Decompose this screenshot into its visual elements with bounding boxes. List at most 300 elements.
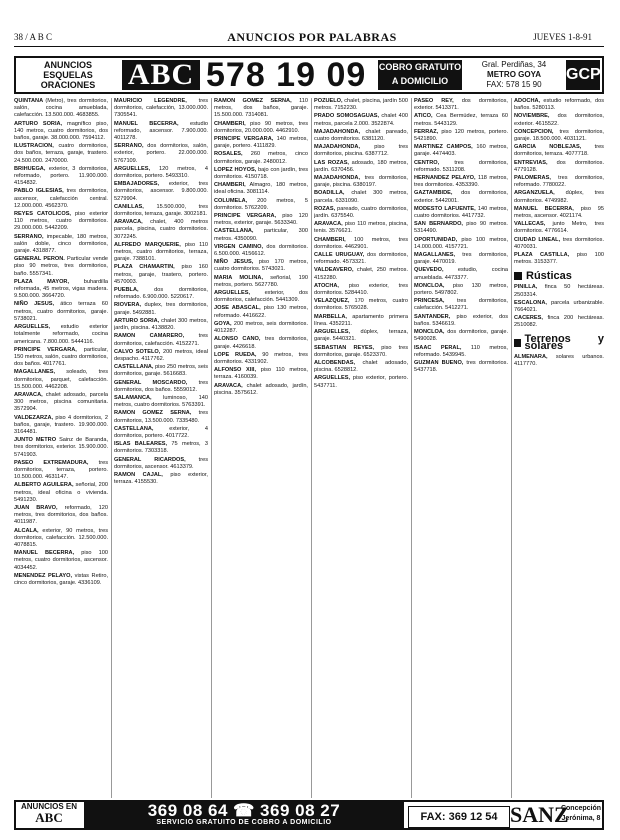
ad-heading: ARGANZUELA,: [514, 190, 555, 197]
ad-text: soleado, tres dormitorios, parquet, calefacción. 15.500.000. 4462208.: [14, 369, 108, 390]
classified-ad: [114, 318, 208, 332]
ad-text: chalet 300 metros, parcela. 6331090.: [314, 190, 408, 204]
ad-text: tres dormitorios, dos baños. 5559012.: [114, 379, 208, 393]
ad-heading: SEBASTIAN REYES,: [314, 344, 375, 351]
classified-ad: [314, 345, 408, 359]
ad-text: señorial, 200 metros, ideal oficina o vivienda. 5491230.: [14, 482, 108, 503]
classified-ad: [414, 206, 508, 220]
ad-text: dos dormitorios, exterior. 4615522.: [514, 113, 604, 127]
ad-text: tres dormitorios, garaje, piscina. 6380197.: [314, 175, 408, 189]
ad-text: exterior, 90 metros, tres dormitorios, calefacción. 12.500.000. 4078815.: [14, 527, 108, 548]
ad-heading: PALOMERAS,: [514, 175, 551, 182]
classified-ad: [314, 144, 408, 158]
ad-text: adosado, 180 metros, jardín. 6370456.: [314, 159, 408, 173]
classified-ad: [214, 182, 308, 196]
ad-heading: CHAMBERI,: [214, 120, 246, 127]
classified-ad: [114, 166, 208, 180]
ad-text: piso 170 metros, cuatro dormitorios. 5743021.: [214, 259, 308, 273]
ad-text: Sainz de Baranda, tres dormitorios, exterior. 15.900.000. 5741903.: [14, 437, 108, 458]
ad-text: dos dormitorios. 6.500.000. 4156612.: [214, 243, 308, 258]
ad-text: 120 metros, 4 dormitorios, portero. 5493310.: [114, 165, 208, 180]
ad-text: dos dormitorios, reformado. 6.900.000. 5220617.: [114, 287, 208, 301]
classified-ad: [214, 290, 308, 304]
ad-heading: MAJADAHONDA,: [314, 144, 360, 151]
classified-ad: [14, 121, 108, 143]
ad-heading: BOADILLA,: [314, 190, 345, 197]
ad-text: tres dormitorios, ascensor, calefacción central. 12.000.000. 4562370.: [14, 188, 108, 209]
ad-text: chalet adosado, jardín, piscina. 3575612.: [214, 382, 308, 396]
ad-text: piso 110 metros, piscina, tenis. 3576621.: [314, 221, 408, 235]
ad-text: impecable, 180 metros, salón doble, cinco dormitorios, garaje. 4318877.: [14, 233, 108, 255]
ad-text: tres dormitorios, reformado. 7780022.: [514, 175, 604, 189]
ad-heading: COLUMELA,: [214, 197, 248, 204]
ad-text: bajo con jardín, tres dormitorios. 4150718.: [214, 166, 308, 181]
terrenos-list: [514, 354, 604, 368]
ad-text: magnífico piso, 140 metros, cuatro dormitorios, dos baños, garaje. 38.000.000. 7594112.: [14, 120, 108, 142]
ad-text: piso 130 metros, portero. 5497802.: [414, 282, 508, 297]
ad-heading: LOPE RUEDA,: [214, 351, 257, 358]
classified-ad: [414, 190, 508, 204]
ad-heading: PASEO REY,: [414, 98, 454, 104]
ad-heading: MAJADAHONDA,: [314, 128, 360, 135]
ad-heading: MODESTO LAFUENTE,: [414, 205, 476, 212]
ad-text: 75 metros, 3 dormitorios. 7303318.: [114, 441, 208, 455]
classified-ad: [114, 441, 208, 455]
banner-address: [466, 60, 562, 90]
footer-address-line: Jerónima, 8: [561, 815, 601, 822]
classified-ad: [314, 329, 408, 343]
cobro-line: COBRO GRATUITO: [378, 62, 462, 72]
ad-text: piso 110 metros, cuatro dormitorios, terraza, garaje. 7388101.: [114, 241, 208, 263]
ad-heading: ARTURO SORIA,: [14, 120, 63, 127]
ad-text: 90 metros, tres dormitorios. 4331902.: [214, 351, 308, 365]
ad-text: piso exterior, portero. 5437711.: [314, 375, 408, 389]
ad-text: cuatro dormitorios, dos baños, terraza, garaje, trastero. 24.500.000. 2470000.: [14, 143, 108, 164]
classified-ad: [514, 144, 604, 158]
footer-agency-logo: SANZ: [510, 802, 569, 827]
ad-heading: GAZTAMBIDE,: [414, 190, 453, 197]
ad-text: dos dormitorios, salón, exterior, portero. 22.000.000. 5767109.: [114, 143, 208, 164]
classified-ad: [314, 252, 408, 266]
ad-heading: RAMON CAMARERO,: [114, 333, 185, 340]
classified-ad: [14, 211, 108, 233]
ad-text: luminoso, 140 metros, cuatro dormitorios. 5763391.: [114, 394, 208, 409]
ad-heading: JUAN BRAVO,: [14, 504, 58, 511]
ad-text: tres dormitorios, 13.500.000. 7335480.: [114, 410, 208, 424]
address-metro: METRO GOYA: [487, 70, 541, 79]
classified-ad: [414, 267, 508, 281]
classified-ad: [214, 259, 308, 273]
classified-ad: [514, 237, 604, 251]
ad-text: apartamento primera línea. 4352211.: [314, 313, 408, 327]
ad-text: estudio reformado, ascensor. 7.900.000. 4011278.: [114, 120, 208, 142]
ad-heading: CALVO SOTELO,: [114, 348, 161, 355]
ad-text: piso 160 metros, garaje, trastero, portero. 4570003.: [114, 264, 208, 285]
classified-ad: [214, 198, 308, 212]
classified-ad: [514, 190, 604, 204]
classified-ad: [414, 98, 508, 112]
ad-heading: VALDEZARZA,: [14, 414, 54, 421]
classified-ad: [14, 234, 108, 256]
footer-fax: FAX: 369 12 54: [408, 806, 510, 828]
ad-heading: FERRAZ,: [414, 128, 439, 135]
ad-text: exterior, dos dormitorios, calefacción. 5441309.: [214, 290, 308, 304]
ad-text: dúplex, tres dormitorios. 4749982.: [514, 190, 604, 204]
ad-text: reformado, 120 metros, tres dormitorios, dos baños. 4011987.: [14, 504, 108, 526]
classified-ad: [114, 143, 208, 165]
classified-ad: [14, 460, 108, 482]
ad-heading: RAMON CAJAL,: [114, 471, 163, 478]
ad-text: parcela urbanizable. 7664021.: [514, 299, 604, 314]
classified-ad: [114, 457, 208, 471]
ad-text: tres dormitorios. 4070031.: [514, 236, 604, 250]
footer-label-line: ABC: [35, 810, 63, 825]
ad-text: chalet, 250 metros. 4152280.: [314, 267, 408, 281]
banner-category: ESQUELAS: [43, 70, 93, 80]
ad-text: dos dormitorios, exterior. 5413371.: [414, 98, 508, 112]
ad-text: chalet adosado, parcela 300 metros, piscina comunitaria. 3572904.: [14, 391, 108, 413]
ad-text: piso exterior 110 metros, cuatro dormitorios. 29.000.000. 5442209.: [14, 211, 108, 232]
ad-text: buhardilla reformada, 45 metros, vigas madera. 9.500.000. 3664720.: [14, 278, 108, 300]
ad-heading: ALMENARA,: [514, 354, 548, 361]
classified-ad: [314, 237, 408, 251]
ad-heading: PRADO SOMOSAGUAS,: [314, 113, 380, 120]
ad-heading: RAMON GOMEZ SERNA,: [214, 98, 292, 104]
ad-heading: GENERAL RICARDOS,: [114, 456, 186, 463]
ad-heading: PLAZA MAYOR,: [14, 278, 70, 285]
ad-heading: ATICO,: [414, 113, 433, 120]
classified-ad: [514, 206, 604, 220]
ad-text: piso 90 metros, tres dormitorios, 20.000.000. 4462910.: [214, 120, 308, 134]
ad-text: piso exterior, tres dormitorios. 5284410.: [314, 282, 408, 297]
ad-text: dos dormitorios, exterior. 5442001.: [414, 190, 508, 204]
ad-heading: PRINCIPE VERGARA,: [214, 136, 274, 143]
classified-ad: [114, 204, 208, 218]
classified-ad: [14, 166, 108, 188]
classified-ad: [314, 221, 408, 235]
ad-column-4: [314, 98, 408, 798]
classified-ad: [314, 298, 408, 312]
cobro-gratuito-box: [378, 60, 462, 90]
ad-heading: ARAVACA,: [114, 219, 143, 226]
ad-text: chalet, 400 metros parcela, piscina, cuatro dormitorios. 3072245.: [114, 219, 208, 240]
ad-heading: MARTINEZ CAMPOS,: [414, 144, 473, 151]
ad-text: 110 metros, reformado. 5439945.: [414, 344, 508, 358]
classified-ad: [414, 160, 508, 174]
classified-ad: [314, 160, 408, 174]
ad-heading: ARGUELLES,: [214, 290, 251, 297]
ad-heading: GOYA,: [214, 320, 232, 327]
ad-text: ático terraza 60 metros, cuatro dormitorios, garaje. 5738021.: [14, 301, 108, 322]
ad-text: duplex, tres dormitorios, garaje. 5492881.: [114, 302, 208, 316]
ad-text: pareado, cuatro dormitorios, jardín. 6375540.: [314, 205, 408, 220]
ad-text: Almagro, 180 metros, ideal oficina. 3081114.: [214, 182, 308, 196]
ad-text: estudio reformado, dos baños. 5280113.: [514, 98, 604, 112]
ad-heading: PRINCIPE VERGARA,: [214, 213, 277, 220]
ad-heading: ALCALA,: [14, 527, 39, 534]
classified-ad: [114, 302, 208, 316]
ad-heading: RAMON GOMEZ SERNA,: [114, 410, 192, 417]
ad-heading: LAS ROZAS,: [314, 159, 349, 166]
classified-ad: [514, 284, 604, 298]
classified-ad: [414, 113, 508, 127]
ad-heading: ARGUELLES,: [314, 375, 351, 382]
ad-heading: PABLO IGLESIAS,: [14, 188, 64, 195]
classified-ad: [214, 228, 308, 242]
square-bullet-icon: [514, 272, 522, 280]
banner-category: ANUNCIOS: [43, 60, 92, 70]
ad-heading: ALCOBENDAS,: [314, 359, 356, 366]
classified-ad: [214, 352, 308, 366]
classified-ad: [14, 279, 108, 301]
ad-text: (Metro), tres dormitorios, salón, cocina amueblada, calefacción. 13.500.000. 4683855.: [14, 98, 108, 119]
ad-heading: ARGUELLES,: [114, 165, 151, 172]
ad-heading: SERRANO,: [114, 143, 144, 150]
rusticas-list: [514, 284, 604, 329]
classified-ad: [14, 369, 108, 391]
ad-heading: VALLECAS,: [514, 221, 546, 228]
classified-ad: [14, 392, 108, 414]
column-divider: [311, 98, 312, 798]
classified-ad: [14, 98, 108, 120]
ad-heading: VALDEAVERO,: [314, 267, 354, 274]
ad-text: piso 4 dormitorios, 2 baños, garaje, trastero. 19.900.000. 3164481.: [14, 414, 108, 435]
ad-heading: ARGUELLES,: [314, 329, 351, 336]
classified-ad: [414, 360, 508, 374]
banner-category: ORACIONES: [40, 80, 96, 90]
ad-text: solares urbanos. 4117770.: [514, 354, 604, 368]
ad-heading: ROZAS,: [314, 205, 336, 212]
ad-heading: CALLE URUGUAY,: [314, 252, 365, 259]
classified-ad: [314, 129, 408, 143]
ad-text: exterior, 3 dormitorios, reformado, portero. 11.900.000. 4154832.: [14, 165, 108, 187]
ad-text: tres dormitorios, calefacción. 5412271.: [414, 298, 508, 312]
ad-heading: BRIHUEGA,: [14, 165, 46, 172]
ad-text: tres dormitorios, ascensor. 4613379.: [114, 456, 208, 470]
ad-text: 170 metros, cuatro dormitorios. 5765028.: [314, 298, 408, 312]
ad-text: particular, 150 metros, salón, cuatro dormitorios, dos baños. 4017761.: [14, 346, 108, 368]
ad-text: piso 250 metros, seis dormitorios, garaje. 5616683.: [114, 364, 208, 378]
classified-ad: [14, 256, 108, 278]
classified-ad: [114, 121, 208, 143]
ad-text: tres dormitorios, garaje. 4426618.: [214, 336, 308, 350]
ad-heading: PLAZA CHAMARTIN,: [114, 264, 175, 271]
ad-text: estudio exterior totalmente reformado, cocina americana. 7.800.000. 5444116.: [14, 324, 108, 345]
ad-heading: MANUEL BECERRA,: [114, 120, 179, 127]
ad-text: 140 metros, cuatro dormitorios. 4417732.: [414, 205, 508, 220]
classified-ad: [414, 283, 508, 297]
ad-heading: CHAMBERI,: [314, 236, 346, 243]
classified-ad: [314, 98, 408, 112]
ad-heading: MANUEL BECERRA,: [14, 550, 75, 557]
ad-heading: MAURICIO LEGENDRE,: [114, 98, 187, 104]
ad-heading: MONCLOA,: [414, 282, 445, 289]
classified-ad: [514, 98, 604, 112]
bottom-ad-banner: [14, 800, 604, 830]
ad-heading: CHAMBERI,: [214, 182, 246, 189]
issue-date: JUEVES 1-8-91: [533, 32, 592, 42]
ad-heading: CENTRO,: [414, 159, 440, 166]
ad-heading: ARGUELLES,: [14, 324, 51, 331]
ad-text: 140 metros, garaje, portero. 4111829.: [214, 136, 308, 150]
ad-heading: SANTANDER,: [414, 313, 451, 320]
classified-ad: [414, 144, 508, 158]
ad-text: 118 metros, tres dormitorios. 4353390.: [414, 175, 508, 189]
classified-ad: [14, 505, 108, 527]
ad-heading: MARIA MOLINA,: [214, 274, 263, 281]
ad-heading: NOVIEMBRE,: [514, 113, 550, 120]
classified-ad: [314, 206, 408, 220]
ad-heading: SAN BERNARDO,: [414, 221, 463, 228]
column-divider: [211, 98, 212, 798]
classified-ad: [14, 347, 108, 369]
page-number: 38 / A B C: [14, 32, 53, 42]
top-ad-banner: [14, 56, 604, 94]
ad-heading: GENERAL MOSCARDO,: [114, 379, 188, 386]
ad-heading: MENENDEZ PELAYO,: [14, 572, 73, 579]
classified-ad: [114, 380, 208, 394]
classified-ad: [214, 305, 308, 319]
classified-ad: [414, 252, 508, 266]
ad-heading: ISAAC PERAL,: [414, 344, 462, 351]
ad-text: tres dormitorios, calefacción, 13.000.000. 7305541.: [114, 98, 208, 119]
ad-text: tres dormitorios, calefacción. 4152271.: [114, 333, 208, 347]
ad-text: piso 100 metros. 3153377.: [514, 252, 604, 266]
classified-ad: [114, 242, 208, 264]
ad-text: 200 metros, seis dormitorios. 4012287.: [214, 320, 308, 335]
ad-text: señorial, 190 metros, portero. 5627780.: [214, 274, 308, 288]
footer-service: SERVICIO GRATUITO DE COBRO A DOMICILIO: [156, 819, 332, 826]
ad-text: Cea Bermúdez, terraza 60 metros. 5443129.: [414, 113, 508, 127]
ad-text: Particular vende piso 90 metros, tres dormitorios, baño. 5557341.: [14, 256, 108, 277]
ad-text: exterior, tres dormitorios, ascensor. 9.800.000. 5279904.: [114, 181, 208, 202]
classified-ad: [314, 375, 408, 389]
classified-ad: [414, 298, 508, 312]
ad-heading: ADOCHA,: [514, 98, 541, 104]
ad-heading: ARTURO SORIA,: [114, 317, 160, 324]
footer-address-line: Concepción: [560, 805, 602, 812]
rusticas-heading: [514, 269, 604, 282]
ad-heading: ARAVACA,: [14, 391, 43, 398]
ad-heading: PUEBLA,: [114, 287, 139, 294]
classified-ad: [514, 129, 604, 143]
ad-text: chalet, piscina, jardín 500 metros. 7152230.: [314, 98, 408, 112]
ad-column-6: [514, 98, 604, 798]
ad-heading: NIÑO JESUS,: [14, 301, 55, 308]
ad-heading: PASEO EXTREMADURA,: [14, 459, 89, 466]
ad-heading: EMBAJADORES,: [114, 181, 160, 188]
classified-ad: [114, 98, 208, 120]
address-street: Gral. Perdiñas, 34: [481, 60, 547, 69]
ad-heading: ALBERTO AGUILERA,: [14, 482, 74, 489]
header-rule: [14, 46, 604, 47]
ad-text: 200 metros, 5 dormitorios. 5762209.: [214, 197, 308, 211]
ad-heading: ALFONSO XIII,: [214, 367, 257, 374]
ad-heading: MAJADAHONDA,: [314, 175, 360, 182]
ad-text: tres dormitorios, garaje. 18.500.000. 4031121.: [514, 128, 604, 143]
ad-text: piso 100 metros, 14.000.000. 4157721.: [414, 236, 508, 250]
classified-ad: [14, 324, 108, 346]
classified-ad: [114, 181, 208, 203]
classified-ad: [214, 383, 308, 397]
ad-text: particular, 300 metros. 4350090.: [214, 228, 308, 242]
ad-heading: CASTELLANA,: [214, 228, 254, 235]
ad-text: finca 200 hectáreas. 2510082.: [514, 315, 604, 329]
ad-heading: POZUELO,: [314, 98, 343, 104]
ad-heading: REYES CATOLICOS,: [14, 211, 71, 218]
classified-ad: [214, 121, 308, 135]
classified-ad: [414, 329, 508, 343]
ad-heading: JUNTO METRO: [14, 437, 57, 444]
ad-text: chalet pareado, cuatro dormitorios. 6381120.: [314, 128, 408, 143]
ad-text: tres dormitorios, garaje. 4470019.: [414, 252, 508, 266]
ad-text: piso 90 metros. 5314490.: [414, 221, 508, 235]
ad-text: piso 100 metros, cuatro dormitorios, ascensor. 4034452.: [14, 550, 108, 571]
column-divider: [411, 98, 412, 798]
ad-heading: SERRANO,: [14, 233, 44, 240]
ad-heading: ALONSO CANO,: [214, 336, 261, 343]
ad-text: chalet adosado, piscina. 6528812.: [314, 359, 408, 374]
classified-ad: [214, 336, 308, 350]
classified-ad: [514, 300, 604, 314]
classified-ad: [414, 221, 508, 235]
ad-heading: OPORTUNIDAD,: [414, 236, 458, 243]
classified-ad: [114, 333, 208, 347]
classified-ad: [14, 143, 108, 165]
ad-text: 260 metros, cinco dormitorios, garaje. 2480012.: [214, 151, 308, 165]
footer-phones: 369 08 64 ☎ 369 08 27: [147, 801, 341, 820]
ad-heading: SALAMANCA,: [114, 394, 152, 401]
classified-ad: [114, 349, 208, 363]
ad-text: tres dormitorios. 5437718.: [414, 359, 508, 374]
banner-fax: FAX: 578 15 90: [486, 80, 542, 89]
ad-heading: ROSALES,: [214, 151, 243, 158]
classified-ad: [14, 301, 108, 323]
ad-heading: CASTELLANA,: [114, 425, 154, 432]
classified-ad: [514, 315, 604, 329]
classified-ad: [214, 244, 308, 258]
ad-text: finca 50 hectáreas. 2503314.: [514, 284, 604, 298]
ad-heading: VIRGEN CAMINO,: [214, 243, 264, 250]
ad-column-1: [14, 98, 108, 798]
ad-text: estudio, cocina amueblada. 4473377.: [414, 267, 508, 281]
rusticas-title: Rústicas: [526, 269, 572, 282]
classified-ad: [514, 354, 604, 368]
ad-text: tres dormitorios, reformado. 5311208.: [414, 159, 508, 173]
classified-ad: [14, 437, 108, 459]
ad-heading: RIOVERA,: [114, 302, 142, 309]
ad-text: 110 metros, dos baños, garaje. 15.500.000. 7314081.: [214, 98, 308, 119]
ad-heading: ESCALONA,: [514, 299, 547, 306]
classified-ad: [14, 528, 108, 550]
classified-ad: [514, 221, 604, 235]
ad-heading: MARBELLA,: [314, 313, 347, 320]
ad-text: piso exterior, terraza. 4155530.: [114, 471, 208, 486]
classified-ad: [514, 175, 604, 189]
classified-ad: [414, 345, 508, 359]
classified-ad: [314, 175, 408, 189]
ad-text: dos dormitorios, garaje. 5490028.: [414, 329, 508, 343]
ad-heading: PRINCESA,: [414, 298, 445, 305]
ad-heading: MAGALLANES,: [14, 369, 56, 376]
ad-text: junto Metro, tres dormitorios. 4776614.: [514, 221, 604, 235]
footer-label: [18, 803, 80, 827]
classified-ad: [14, 415, 108, 437]
classified-ad: [214, 167, 308, 181]
ad-heading: PRINCIPE VERGARA,: [14, 346, 77, 353]
ad-column-3: [214, 98, 308, 798]
ad-heading: JOSE ABASCAL,: [214, 305, 261, 312]
